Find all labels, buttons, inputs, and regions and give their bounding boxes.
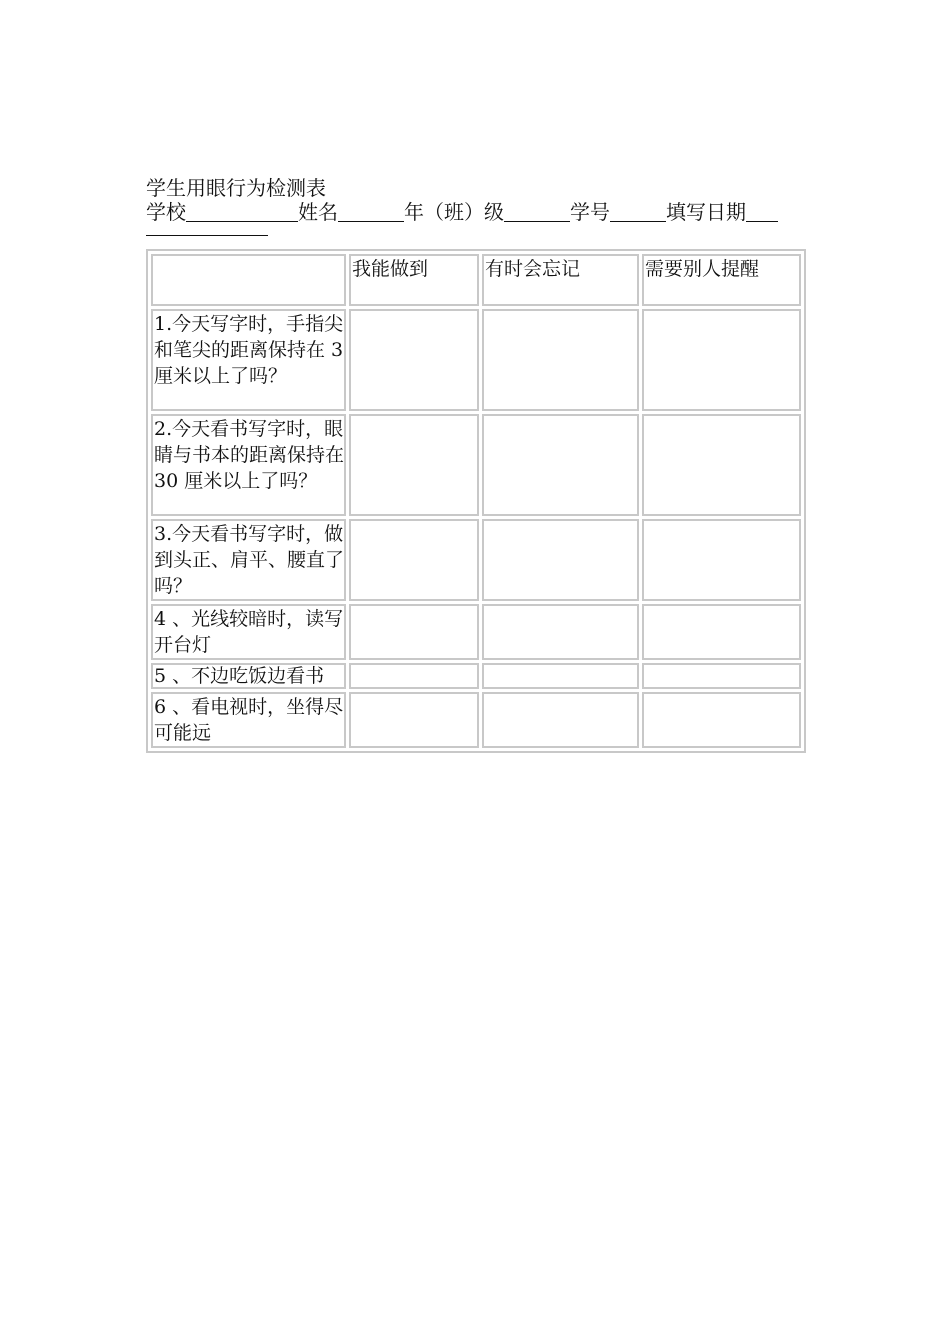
school-label: 学校 — [146, 200, 186, 224]
table-row — [151, 519, 801, 601]
answer-cell-can-do[interactable] — [349, 604, 479, 660]
eye-habit-table — [146, 249, 806, 753]
answer-cell-need-reminder[interactable] — [642, 414, 801, 516]
table-row — [151, 692, 801, 748]
answer-cell-sometimes-forget[interactable] — [482, 692, 639, 748]
row-question: 5 、不边吃饭边看书 — [151, 663, 346, 689]
answer-cell-can-do[interactable] — [349, 519, 479, 601]
name-blank[interactable] — [338, 201, 404, 222]
answer-cell-sometimes-forget[interactable] — [482, 414, 639, 516]
table-row — [151, 604, 801, 660]
table-row — [151, 309, 801, 411]
table-row — [151, 414, 801, 516]
date-blank-continuation[interactable] — [146, 234, 268, 236]
header-cell-sometimes-forget: 有时会忘记 — [482, 254, 639, 306]
answer-cell-can-do[interactable] — [349, 663, 479, 689]
answer-cell-can-do[interactable] — [349, 309, 479, 411]
header-cell-can-do: 我能做到 — [349, 254, 479, 306]
date-blank[interactable] — [746, 201, 778, 222]
answer-cell-sometimes-forget[interactable] — [482, 663, 639, 689]
header-cell-item — [151, 254, 346, 306]
school-blank[interactable] — [186, 201, 298, 222]
row-question: 3.今天看书写字时，做到头正、肩平、腰直了吗？ — [151, 519, 346, 601]
student-info-line — [146, 200, 806, 224]
row-question: 4 、光线较暗时，读写开台灯 — [151, 604, 346, 660]
answer-cell-need-reminder[interactable] — [642, 692, 801, 748]
student-no-blank[interactable] — [610, 201, 666, 222]
table-header-row — [151, 254, 801, 306]
answer-cell-sometimes-forget[interactable] — [482, 604, 639, 660]
answer-cell-need-reminder[interactable] — [642, 604, 801, 660]
date-label: 填写日期 — [666, 200, 746, 224]
answer-cell-can-do[interactable] — [349, 414, 479, 516]
answer-cell-sometimes-forget[interactable] — [482, 309, 639, 411]
document-title: 学生用眼行为检测表 — [146, 176, 326, 200]
grade-label: 年（班）级 — [404, 200, 504, 224]
answer-cell-need-reminder[interactable] — [642, 309, 801, 411]
answer-cell-can-do[interactable] — [349, 692, 479, 748]
row-question: 2.今天看书写字时，眼睛与书本的距离保持在 30 厘米以上了吗？ — [151, 414, 346, 516]
table-row — [151, 663, 801, 689]
student-no-label: 学号 — [570, 200, 610, 224]
grade-blank[interactable] — [504, 201, 570, 222]
row-question: 1.今天写字时，手指尖和笔尖的距离保持在 3 厘米以上了吗？ — [151, 309, 346, 411]
answer-cell-need-reminder[interactable] — [642, 663, 801, 689]
name-label: 姓名 — [298, 200, 338, 224]
row-question: 6 、看电视时，坐得尽可能远 — [151, 692, 346, 748]
document-header — [146, 176, 806, 224]
answer-cell-sometimes-forget[interactable] — [482, 519, 639, 601]
header-cell-need-reminder: 需要别人提醒 — [642, 254, 801, 306]
answer-cell-need-reminder[interactable] — [642, 519, 801, 601]
